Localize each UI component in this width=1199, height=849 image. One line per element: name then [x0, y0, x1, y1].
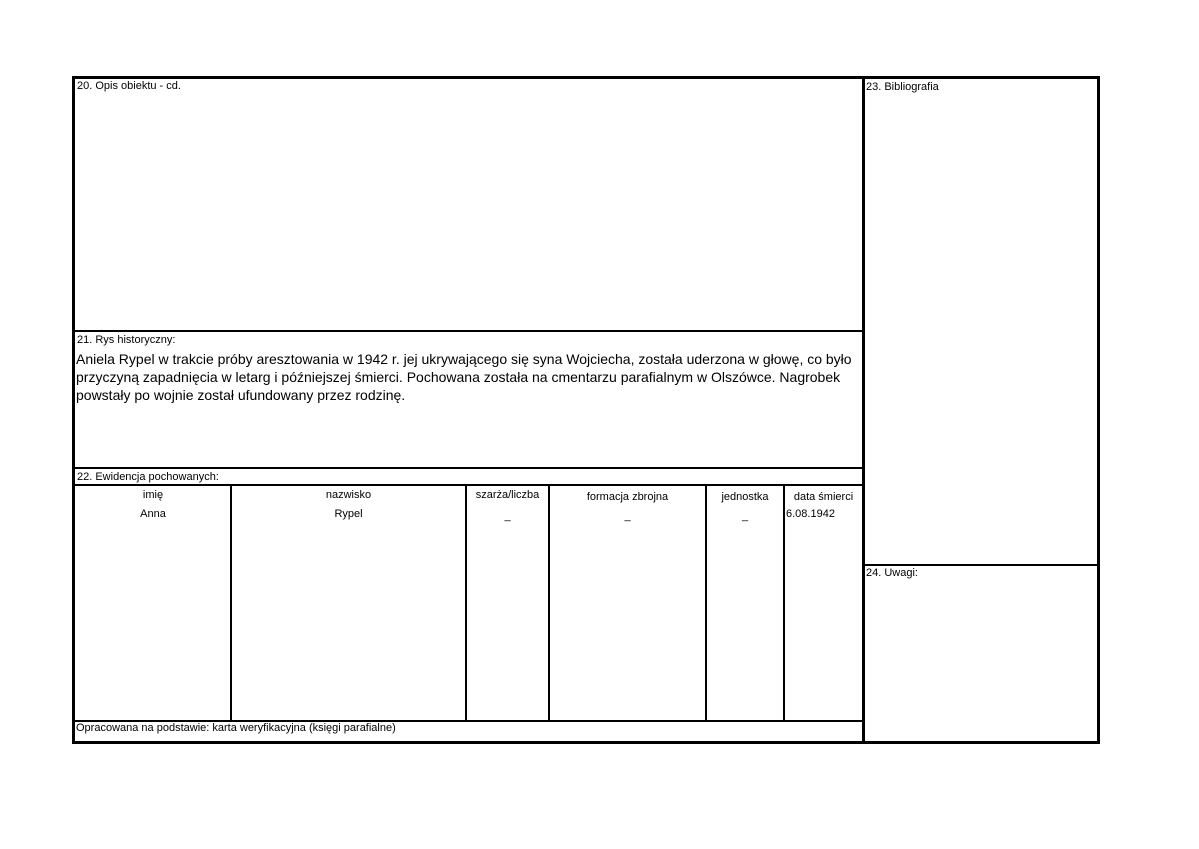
cell-szarza: _: [504, 510, 511, 522]
form-right-frame: [862, 76, 1100, 744]
rys-text: [76, 350, 862, 404]
divider-ewidencja-label: [74, 484, 863, 486]
ewidencja-label: 22. Ewidencja pochowanych:: [77, 471, 219, 483]
rys-line-1: Aniela Rypel w trakcie próby aresztowania w 1942 r. jej ukrywającego się syna Wojciecha, została uderzona w głowę, co było: [76, 351, 852, 367]
rys-line-3: powstały po wojnie został ufundowany przez rodzinę.: [76, 387, 406, 403]
header-formacja: formacja zbrojna: [586, 491, 669, 503]
rys-label: 21. Rys historyczny:: [77, 334, 176, 346]
footer-source: Opracowana na podstawie: karta weryfikacyjna (księgi parafialne): [76, 722, 396, 734]
header-szarza: szarża/liczba: [475, 489, 540, 501]
cell-formacja: _: [624, 510, 631, 522]
cell-jednostka: _: [741, 510, 749, 522]
uwagi-label: 24. Uwagi:: [866, 567, 918, 579]
divider-opis-rys: [74, 330, 863, 332]
bibliografia-label: 23. Bibliografia: [866, 81, 939, 93]
rys-line-2: przyczyną zapadnięcia w letarg i późniejszej śmierci. Pochowana została na cmentarzu parafialnym w Olszówce. Nagrobek: [76, 369, 841, 385]
opis-label: 20. Opis obiektu - cd.: [77, 80, 181, 92]
cell-nazwisko: Rypel: [334, 508, 363, 520]
header-jednostka: jednostka: [721, 491, 769, 503]
header-imie: imię: [142, 489, 164, 501]
header-data-smierci: data śmierci: [793, 491, 854, 503]
cell-imie: Anna: [140, 508, 166, 520]
col-divider-5: [783, 485, 785, 721]
divider-bibliografia-uwagi: [864, 564, 1098, 566]
cell-data-smierci: 6.08.1942: [786, 508, 835, 520]
header-nazwisko: nazwisko: [325, 489, 372, 501]
form-left-frame: [72, 76, 865, 744]
divider-rys-ewidencja: [74, 467, 863, 469]
